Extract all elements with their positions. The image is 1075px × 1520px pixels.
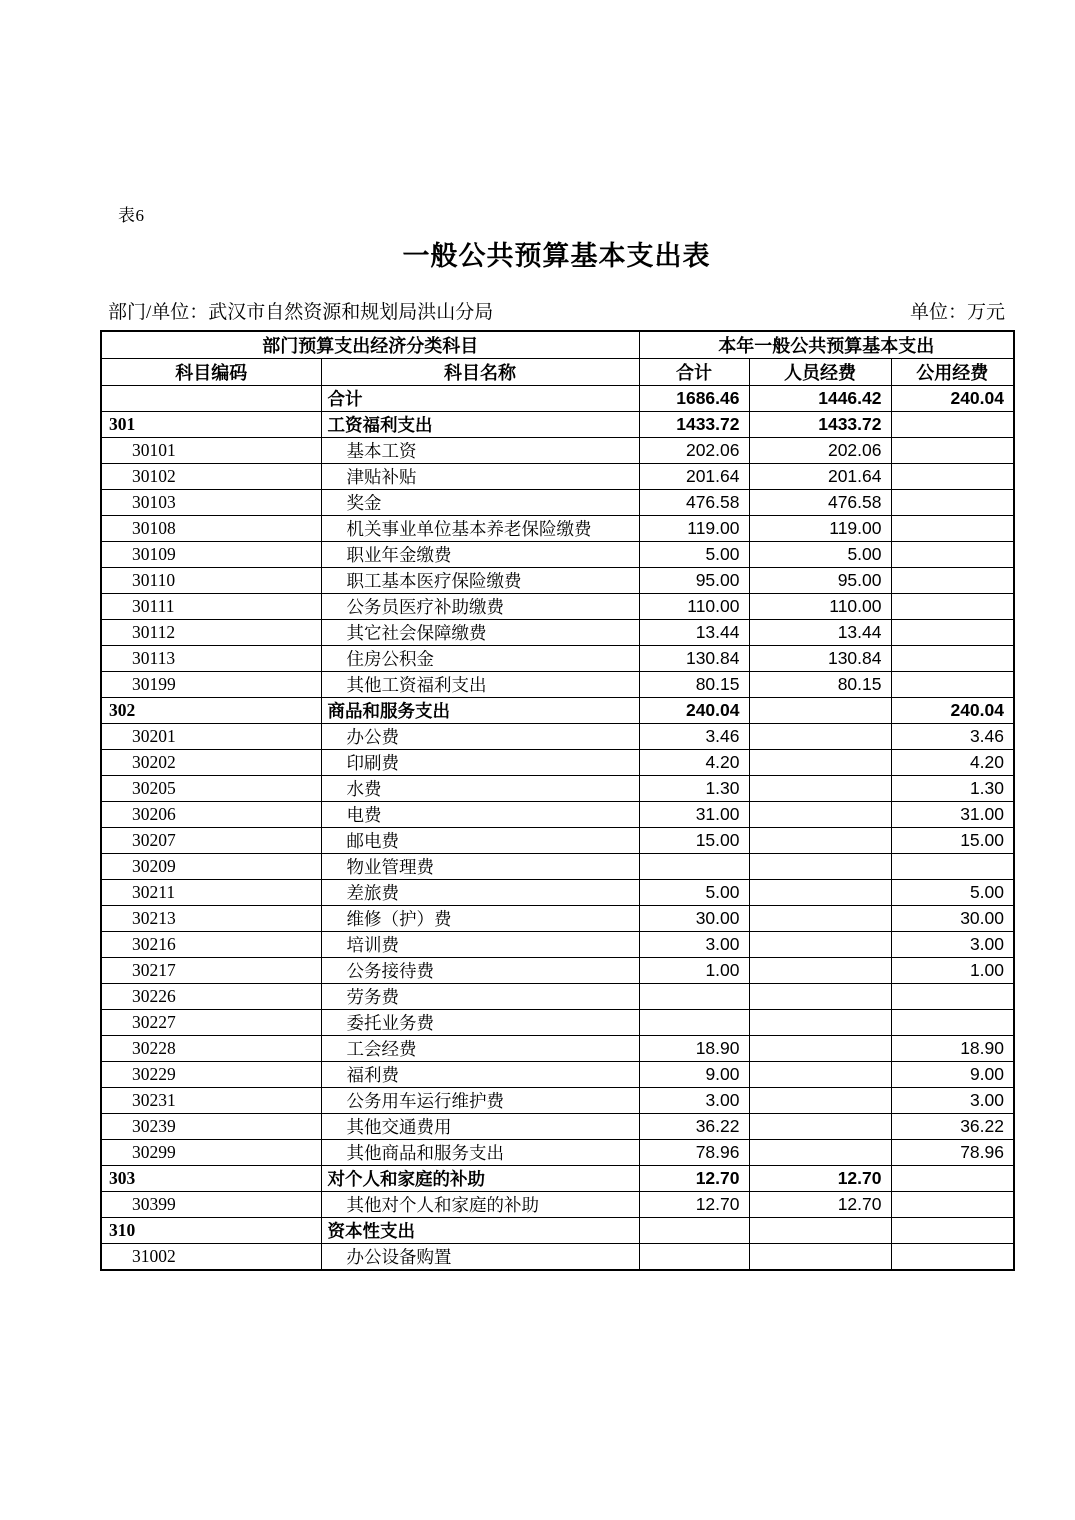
column-header-subject-code: 科目编码 — [101, 359, 321, 386]
table-row — [101, 958, 1014, 984]
table-row — [101, 1166, 1014, 1192]
cell-subject-code: 30207 — [101, 828, 321, 854]
cell-total: 3.00 — [639, 932, 749, 958]
table-row — [101, 490, 1014, 516]
cell-total: 240.04 — [639, 698, 749, 724]
cell-subject-name: 公务员医疗补助缴费 — [321, 594, 639, 620]
cell-personnel-funds — [749, 828, 891, 854]
cell-public-funds: 4.20 — [891, 750, 1014, 776]
cell-subject-code: 30211 — [101, 880, 321, 906]
cell-public-funds — [891, 1244, 1014, 1271]
cell-personnel-funds: 130.84 — [749, 646, 891, 672]
cell-total: 119.00 — [639, 516, 749, 542]
cell-subject-code: 30110 — [101, 568, 321, 594]
table-row — [101, 1114, 1014, 1140]
cell-public-funds: 30.00 — [891, 906, 1014, 932]
table-row — [101, 724, 1014, 750]
cell-total: 130.84 — [639, 646, 749, 672]
cell-subject-code: 30231 — [101, 1088, 321, 1114]
cell-subject-name: 办公费 — [321, 724, 639, 750]
cell-total — [639, 1010, 749, 1036]
cell-public-funds: 9.00 — [891, 1062, 1014, 1088]
cell-subject-name: 商品和服务支出 — [321, 698, 639, 724]
table-row — [101, 542, 1014, 568]
cell-personnel-funds — [749, 750, 891, 776]
cell-subject-name: 维修（护）费 — [321, 906, 639, 932]
cell-subject-name: 其他商品和服务支出 — [321, 1140, 639, 1166]
cell-total: 1.30 — [639, 776, 749, 802]
cell-subject-code: 303 — [101, 1166, 321, 1192]
cell-subject-code: 301 — [101, 412, 321, 438]
cell-subject-code: 30205 — [101, 776, 321, 802]
cell-public-funds: 3.00 — [891, 1088, 1014, 1114]
cell-subject-name: 邮电费 — [321, 828, 639, 854]
table-header — [101, 331, 1014, 386]
cell-public-funds: 15.00 — [891, 828, 1014, 854]
cell-public-funds — [891, 854, 1014, 880]
table-row — [101, 698, 1014, 724]
table-row — [101, 1010, 1014, 1036]
cell-subject-name: 办公设备购置 — [321, 1244, 639, 1271]
table-row — [101, 854, 1014, 880]
cell-total — [639, 1244, 749, 1271]
cell-total: 3.46 — [639, 724, 749, 750]
table-row — [101, 464, 1014, 490]
table-row — [101, 386, 1014, 412]
column-header-personnel-funds: 人员经费 — [749, 359, 891, 386]
cell-total — [639, 984, 749, 1010]
cell-subject-code: 30111 — [101, 594, 321, 620]
cell-public-funds — [891, 1010, 1014, 1036]
cell-subject-name: 公务用车运行维护费 — [321, 1088, 639, 1114]
cell-subject-name: 印刷费 — [321, 750, 639, 776]
cell-personnel-funds — [749, 1062, 891, 1088]
cell-subject-name: 公务接待费 — [321, 958, 639, 984]
column-header-subject-name: 科目名称 — [321, 359, 639, 386]
cell-public-funds — [891, 1166, 1014, 1192]
cell-total: 15.00 — [639, 828, 749, 854]
cell-total: 31.00 — [639, 802, 749, 828]
cell-personnel-funds: 119.00 — [749, 516, 891, 542]
header-group-basic-expenditure: 本年一般公共预算基本支出 — [639, 331, 1014, 359]
cell-total: 201.64 — [639, 464, 749, 490]
cell-subject-code: 30199 — [101, 672, 321, 698]
table-row — [101, 750, 1014, 776]
cell-public-funds — [891, 594, 1014, 620]
cell-subject-name: 职工基本医疗保险缴费 — [321, 568, 639, 594]
cell-subject-code: 30102 — [101, 464, 321, 490]
cell-subject-name: 其他工资福利支出 — [321, 672, 639, 698]
cell-subject-code — [101, 386, 321, 412]
cell-subject-code: 30299 — [101, 1140, 321, 1166]
table-row — [101, 646, 1014, 672]
table-row — [101, 594, 1014, 620]
cell-personnel-funds: 202.06 — [749, 438, 891, 464]
cell-public-funds: 31.00 — [891, 802, 1014, 828]
cell-subject-code: 30113 — [101, 646, 321, 672]
cell-personnel-funds — [749, 1088, 891, 1114]
cell-subject-code: 30201 — [101, 724, 321, 750]
cell-total — [639, 1218, 749, 1244]
cell-subject-code: 30228 — [101, 1036, 321, 1062]
cell-personnel-funds: 201.64 — [749, 464, 891, 490]
cell-subject-name: 劳务费 — [321, 984, 639, 1010]
cell-personnel-funds: 12.70 — [749, 1192, 891, 1218]
cell-total: 1433.72 — [639, 412, 749, 438]
cell-public-funds — [891, 646, 1014, 672]
cell-subject-code: 31002 — [101, 1244, 321, 1271]
cell-subject-name: 资本性支出 — [321, 1218, 639, 1244]
cell-public-funds — [891, 490, 1014, 516]
page-title: 一般公共预算基本支出表 — [402, 241, 711, 271]
cell-public-funds: 78.96 — [891, 1140, 1014, 1166]
table-row — [101, 438, 1014, 464]
cell-subject-code: 302 — [101, 698, 321, 724]
cell-total: 80.15 — [639, 672, 749, 698]
cell-subject-code: 30227 — [101, 1010, 321, 1036]
cell-subject-code: 30101 — [101, 438, 321, 464]
cell-total: 12.70 — [639, 1166, 749, 1192]
cell-public-funds: 5.00 — [891, 880, 1014, 906]
cell-subject-name: 对个人和家庭的补助 — [321, 1166, 639, 1192]
cell-subject-code: 310 — [101, 1218, 321, 1244]
cell-personnel-funds: 95.00 — [749, 568, 891, 594]
cell-subject-name: 其它社会保障缴费 — [321, 620, 639, 646]
department-unit-line: 部门/单位：武汉市自然资源和规划局洪山分局 — [108, 302, 494, 323]
table-row — [101, 1218, 1014, 1244]
cell-subject-name: 奖金 — [321, 490, 639, 516]
table-row — [101, 880, 1014, 906]
table-row — [101, 1192, 1014, 1218]
cell-total: 5.00 — [639, 880, 749, 906]
cell-personnel-funds — [749, 854, 891, 880]
cell-personnel-funds — [749, 776, 891, 802]
cell-public-funds — [891, 984, 1014, 1010]
cell-public-funds — [891, 516, 1014, 542]
cell-subject-name: 合计 — [321, 386, 639, 412]
cell-public-funds — [891, 672, 1014, 698]
cell-subject-name: 委托业务费 — [321, 1010, 639, 1036]
cell-subject-code: 30206 — [101, 802, 321, 828]
cell-personnel-funds — [749, 1036, 891, 1062]
cell-subject-code: 30229 — [101, 1062, 321, 1088]
cell-subject-code: 30226 — [101, 984, 321, 1010]
cell-total: 202.06 — [639, 438, 749, 464]
cell-public-funds: 18.90 — [891, 1036, 1014, 1062]
cell-public-funds — [891, 568, 1014, 594]
cell-personnel-funds — [749, 1140, 891, 1166]
column-header-total: 合计 — [639, 359, 749, 386]
cell-subject-name: 物业管理费 — [321, 854, 639, 880]
table-row — [101, 776, 1014, 802]
table-row — [101, 906, 1014, 932]
currency-unit-line: 单位：万元 — [909, 302, 1005, 323]
cell-personnel-funds — [749, 1114, 891, 1140]
cell-personnel-funds: 1433.72 — [749, 412, 891, 438]
cell-total: 3.00 — [639, 1088, 749, 1114]
cell-total: 18.90 — [639, 1036, 749, 1062]
cell-public-funds — [891, 1192, 1014, 1218]
table-row — [101, 516, 1014, 542]
cell-total: 30.00 — [639, 906, 749, 932]
cell-total: 5.00 — [639, 542, 749, 568]
column-header-public-funds: 公用经费 — [891, 359, 1014, 386]
cell-personnel-funds — [749, 698, 891, 724]
cell-public-funds: 240.04 — [891, 698, 1014, 724]
cell-public-funds: 1.30 — [891, 776, 1014, 802]
meta-row — [108, 297, 1005, 324]
cell-subject-code: 30399 — [101, 1192, 321, 1218]
cell-total: 95.00 — [639, 568, 749, 594]
cell-public-funds — [891, 620, 1014, 646]
cell-subject-code: 30103 — [101, 490, 321, 516]
cell-public-funds — [891, 1218, 1014, 1244]
cell-subject-code: 30213 — [101, 906, 321, 932]
table-row — [101, 1244, 1014, 1271]
cell-total: 13.44 — [639, 620, 749, 646]
table-row — [101, 1062, 1014, 1088]
cell-personnel-funds: 476.58 — [749, 490, 891, 516]
cell-subject-name: 其他对个人和家庭的补助 — [321, 1192, 639, 1218]
cell-personnel-funds — [749, 984, 891, 1010]
cell-personnel-funds: 80.15 — [749, 672, 891, 698]
table-row — [101, 568, 1014, 594]
cell-total — [639, 854, 749, 880]
cell-public-funds: 3.46 — [891, 724, 1014, 750]
cell-subject-name: 工会经费 — [321, 1036, 639, 1062]
cell-public-funds — [891, 412, 1014, 438]
budget-table — [100, 330, 1015, 1271]
cell-subject-name: 差旅费 — [321, 880, 639, 906]
table-row — [101, 828, 1014, 854]
cell-subject-code: 30217 — [101, 958, 321, 984]
cell-personnel-funds: 110.00 — [749, 594, 891, 620]
cell-public-funds — [891, 464, 1014, 490]
cell-public-funds — [891, 542, 1014, 568]
cell-total: 1686.46 — [639, 386, 749, 412]
cell-subject-name: 其他交通费用 — [321, 1114, 639, 1140]
cell-personnel-funds: 13.44 — [749, 620, 891, 646]
cell-total: 1.00 — [639, 958, 749, 984]
header-group-row — [101, 331, 1014, 359]
sheet-label: 表6 — [118, 206, 145, 225]
cell-subject-code: 30108 — [101, 516, 321, 542]
cell-total: 12.70 — [639, 1192, 749, 1218]
cell-personnel-funds — [749, 1010, 891, 1036]
cell-total: 476.58 — [639, 490, 749, 516]
cell-subject-name: 福利费 — [321, 1062, 639, 1088]
table-row — [101, 1036, 1014, 1062]
table-row — [101, 932, 1014, 958]
cell-public-funds: 1.00 — [891, 958, 1014, 984]
cell-subject-name: 职业年金缴费 — [321, 542, 639, 568]
cell-total: 36.22 — [639, 1114, 749, 1140]
cell-subject-name: 培训费 — [321, 932, 639, 958]
table-row — [101, 672, 1014, 698]
table-row — [101, 412, 1014, 438]
cell-personnel-funds — [749, 958, 891, 984]
cell-personnel-funds: 1446.42 — [749, 386, 891, 412]
cell-personnel-funds — [749, 932, 891, 958]
cell-total: 110.00 — [639, 594, 749, 620]
cell-subject-name: 基本工资 — [321, 438, 639, 464]
cell-total: 9.00 — [639, 1062, 749, 1088]
table-row — [101, 1140, 1014, 1166]
cell-subject-name: 水费 — [321, 776, 639, 802]
cell-personnel-funds: 5.00 — [749, 542, 891, 568]
cell-subject-name: 津贴补贴 — [321, 464, 639, 490]
cell-public-funds — [891, 438, 1014, 464]
cell-subject-name: 电费 — [321, 802, 639, 828]
cell-subject-code: 30112 — [101, 620, 321, 646]
cell-subject-name: 住房公积金 — [321, 646, 639, 672]
cell-subject-code: 30209 — [101, 854, 321, 880]
table-row — [101, 984, 1014, 1010]
cell-personnel-funds — [749, 724, 891, 750]
cell-subject-code: 30109 — [101, 542, 321, 568]
cell-subject-code: 30202 — [101, 750, 321, 776]
cell-personnel-funds — [749, 1218, 891, 1244]
cell-personnel-funds — [749, 880, 891, 906]
table-body — [101, 386, 1014, 1271]
cell-public-funds: 36.22 — [891, 1114, 1014, 1140]
cell-personnel-funds: 12.70 — [749, 1166, 891, 1192]
table-row — [101, 620, 1014, 646]
cell-personnel-funds — [749, 906, 891, 932]
header-columns-row — [101, 359, 1014, 386]
cell-subject-name: 机关事业单位基本养老保险缴费 — [321, 516, 639, 542]
cell-public-funds: 240.04 — [891, 386, 1014, 412]
cell-subject-code: 30239 — [101, 1114, 321, 1140]
cell-subject-name: 工资福利支出 — [321, 412, 639, 438]
header-group-classification: 部门预算支出经济分类科目 — [101, 331, 639, 359]
cell-total: 4.20 — [639, 750, 749, 776]
cell-personnel-funds — [749, 802, 891, 828]
table-row — [101, 802, 1014, 828]
cell-subject-code: 30216 — [101, 932, 321, 958]
table-row — [101, 1088, 1014, 1114]
cell-personnel-funds — [749, 1244, 891, 1271]
cell-total: 78.96 — [639, 1140, 749, 1166]
cell-public-funds: 3.00 — [891, 932, 1014, 958]
